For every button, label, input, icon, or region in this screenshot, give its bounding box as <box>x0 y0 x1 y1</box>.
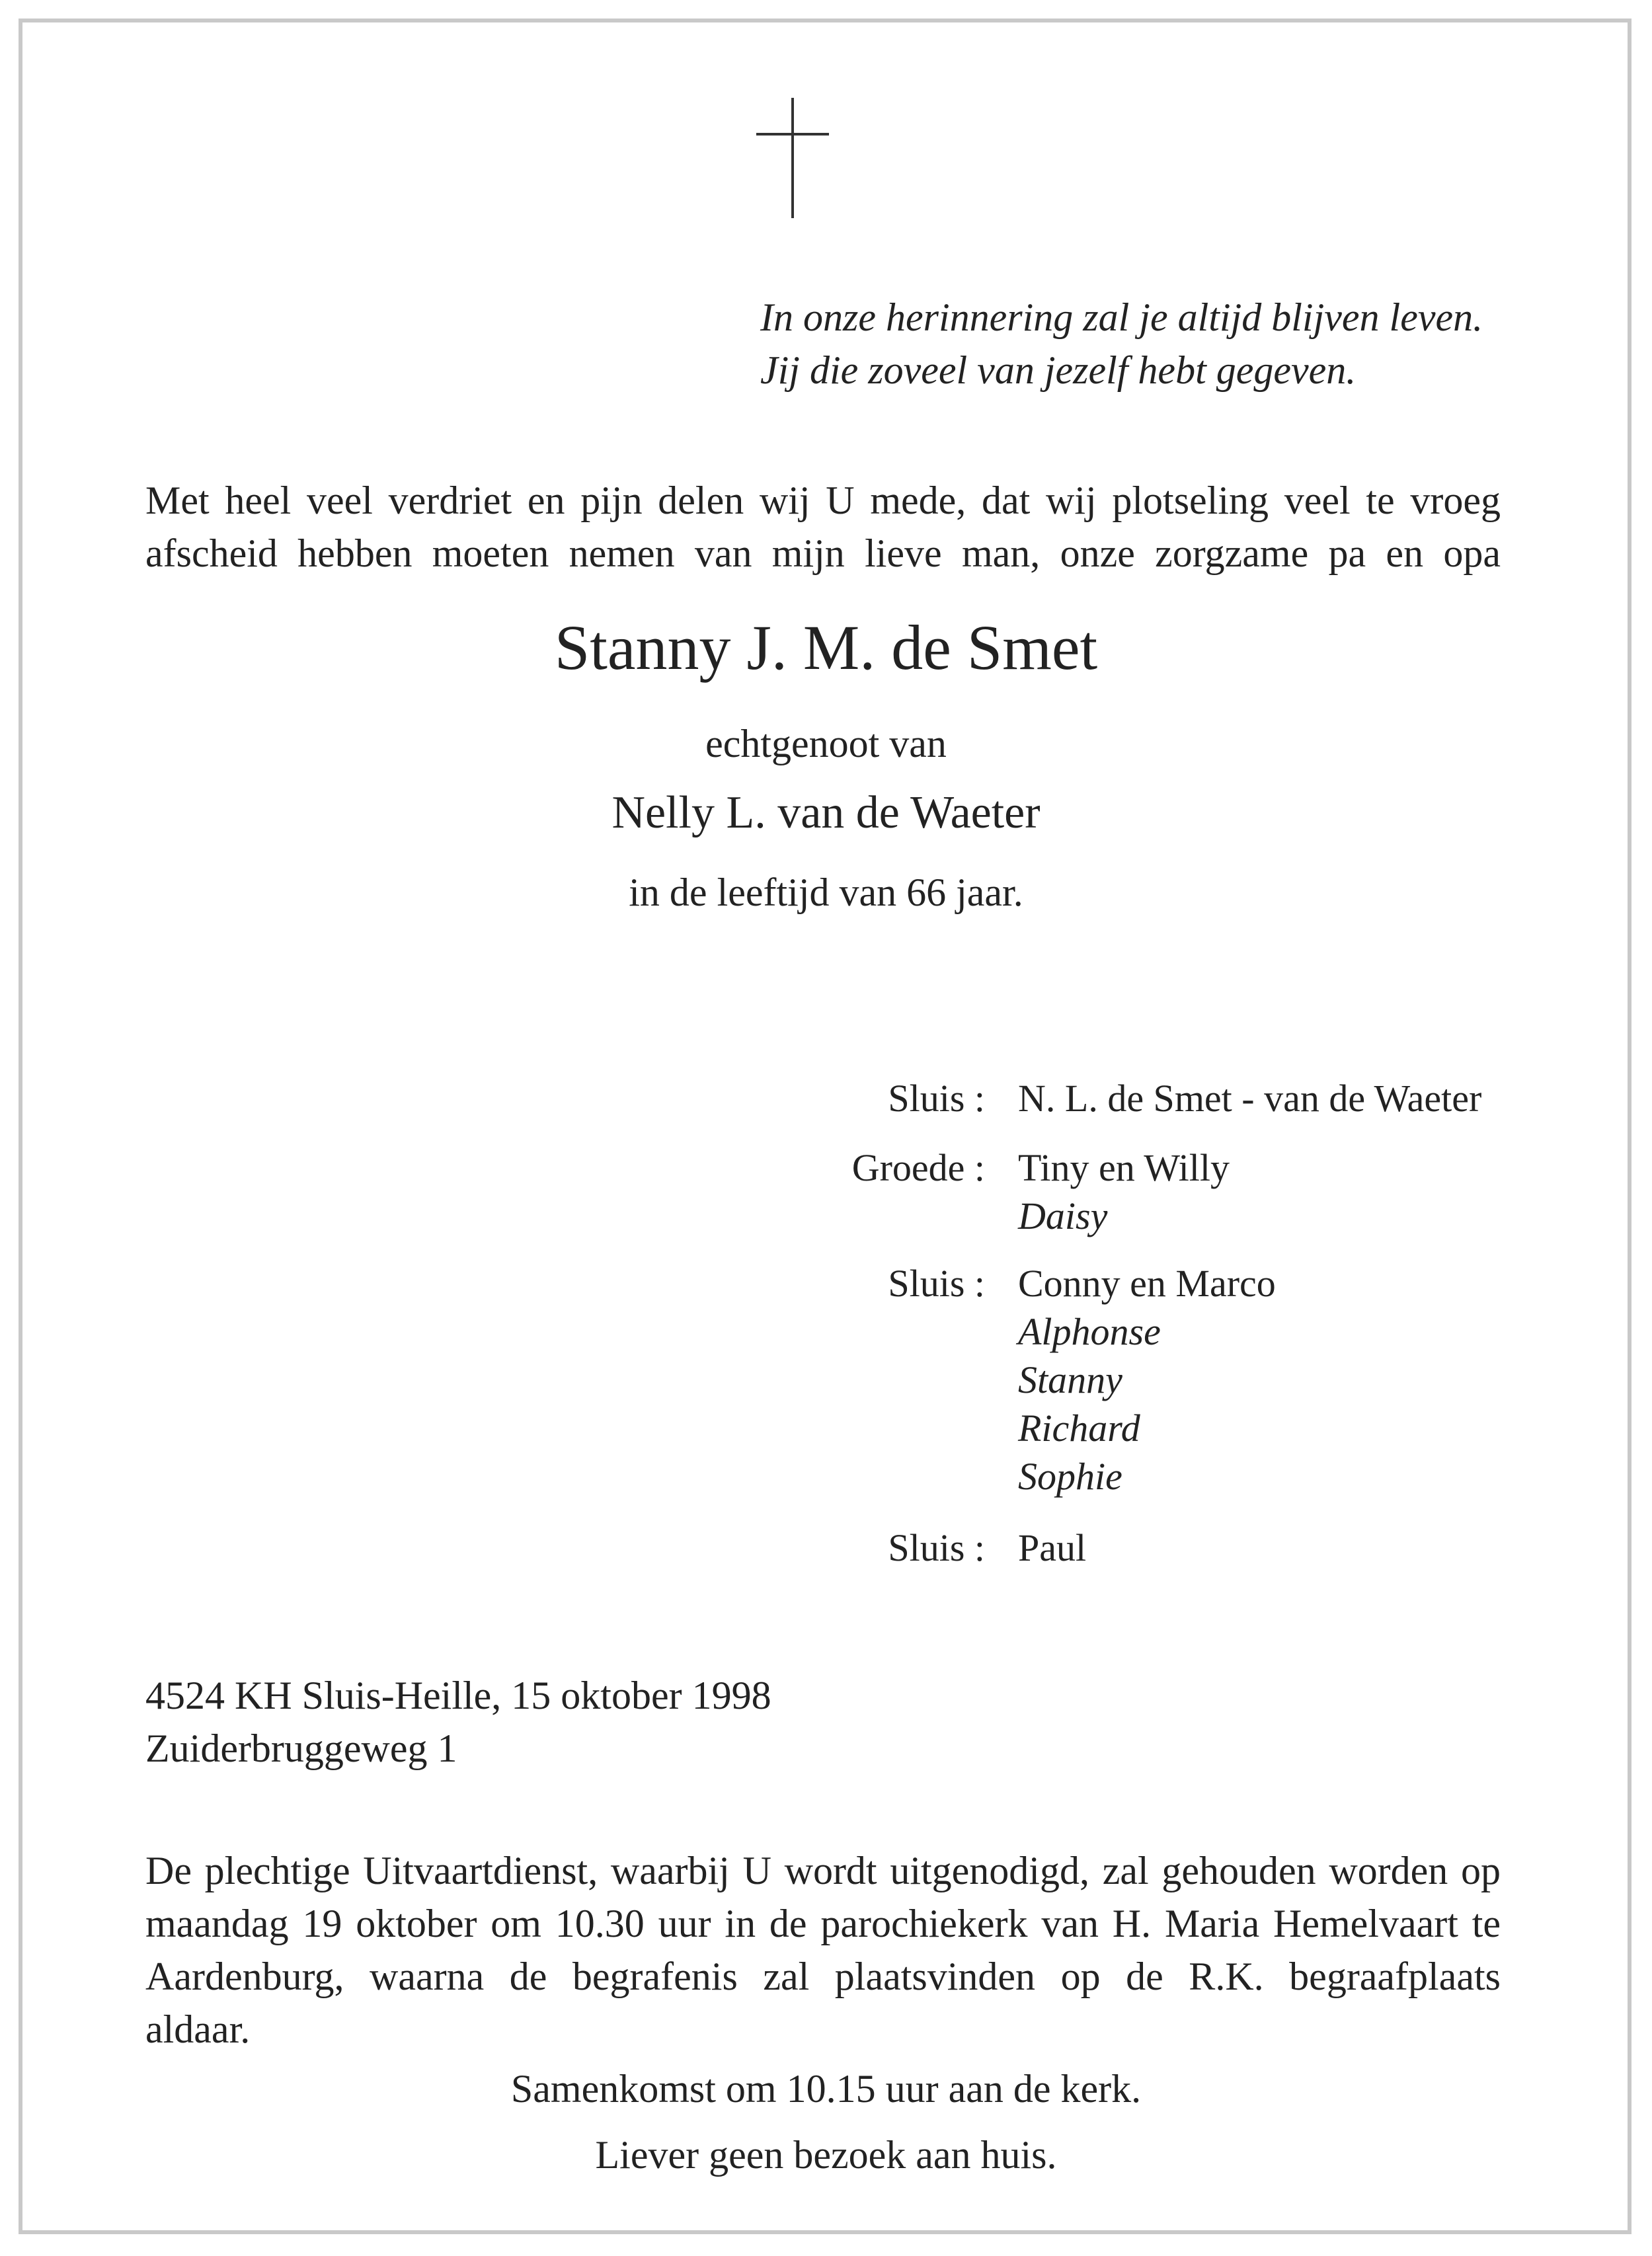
service-line-3: Aardenburg, waarna de begrafenis zal plaatsvinden op de R.K. begraafplaats <box>145 1955 1501 1998</box>
relation-text: echtgenoot van <box>705 722 947 765</box>
intro-line-1: Met heel veel verdriet en pijn delen wij U mede, dat wij plotseling veel te vroeg <box>145 479 1501 522</box>
family-group-1 <box>0 1074 1652 1122</box>
service-line-4: aldaar. <box>145 2007 251 2051</box>
address-line-2: Zuiderbruggeweg 1 <box>145 1727 457 1770</box>
no-visit-text: Liever geen bezoek aan huis. <box>595 2133 1057 2177</box>
grandchild-name: Alphonse <box>1018 1310 1161 1353</box>
address-line-1: 4524 KH Sluis-Heille, 15 oktober 1998 <box>145 1674 771 1717</box>
family-group-3 <box>0 1259 1652 1500</box>
family-names: Paul <box>1018 1526 1087 1569</box>
service-line-2: maandag 19 oktober om 10.30 uur in de parochiekerk van H. Maria Hemelvaart te <box>145 1902 1501 1945</box>
grandchild-name: Sophie <box>1018 1455 1122 1498</box>
grandchild-name: Stanny <box>1018 1358 1122 1401</box>
deceased-name: Stanny J. M. de Smet <box>554 612 1098 683</box>
grandchild-name: Daisy <box>1018 1194 1108 1237</box>
family-names: Conny en Marco <box>1018 1262 1276 1305</box>
family-names: Tiny en Willy <box>1018 1146 1230 1189</box>
age-text: in de leeftijd van 66 jaar. <box>629 871 1023 914</box>
verse-line-1: In onze herinnering zal je altijd blijven leven. <box>760 295 1483 339</box>
family-place: Sluis : <box>888 1262 985 1305</box>
service-line-1: De plechtige Uitvaartdienst, waarbij U wordt uitgenodigd, zal gehouden worden op <box>145 1849 1501 1892</box>
family-group-4 <box>0 1524 1652 1572</box>
family-place: Groede : <box>851 1146 985 1189</box>
family-place: Sluis : <box>888 1077 985 1120</box>
family-names: N. L. de Smet - van de Waeter <box>1018 1077 1482 1120</box>
intro-line-2: afscheid hebben moeten nemen van mijn lieve man, onze zorgzame pa en opa <box>145 531 1501 575</box>
grandchild-name: Richard <box>1018 1407 1140 1450</box>
verse-line-2: Jij die zoveel van jezelf hebt gegeven. <box>760 348 1357 392</box>
family-place: Sluis : <box>888 1526 985 1569</box>
cross-icon <box>750 98 836 223</box>
family-group-2 <box>0 1144 1652 1240</box>
spouse-name: Nelly L. van de Waeter <box>611 787 1041 838</box>
gathering-text: Samenkomst om 10.15 uur aan de kerk. <box>510 2067 1142 2111</box>
